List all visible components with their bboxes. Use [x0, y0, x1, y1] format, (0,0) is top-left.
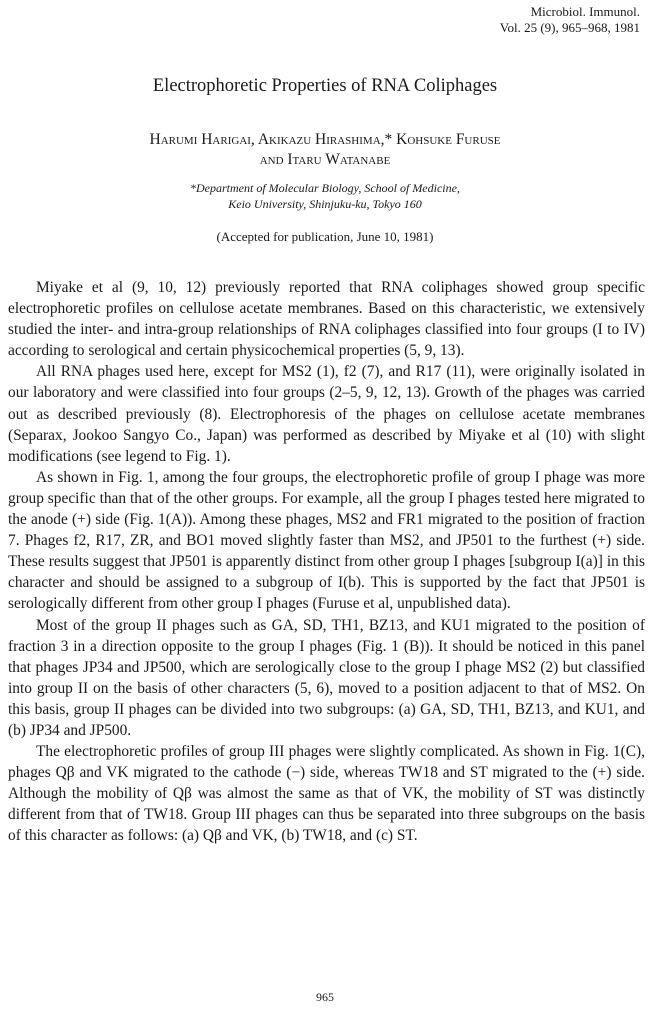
paper-title: Electrophoretic Properties of RNA Coliphages: [152, 76, 498, 96]
affiliation: [0, 180, 650, 212]
paragraph-3: As shown in Fig. 1, among the four groups, the electrophoretic profile of group I phage was more group specific than that of the other groups. For example, all the group I phages tested here migrated to the anode (+) side (Fig. 1(A)). Among these phages, MS2 and FR1 migrated to the position of fraction 7. Phages f2, R17, ZR, and BO1 moved slightly faster than MS2, and JP501 to the furthest (+) side. These results suggest that JP501 is apparently distinct from other group I phages [subgroup I(a)] in this character and should be assigned to a subgroup of I(b). This is supported by the fact that JP501 is serologically different from other group I phages (Furuse et al, unpublished data).: [8, 468, 645, 613]
journal-volume: Vol. 25 (9), 965–968, 1981: [499, 20, 640, 35]
paragraph-5: The electrophoretic profiles of group III phages were slightly complicated. As shown in Fig. 1(C), phages Qβ and VK migrated to the cathode (−) side, whereas TW18 and ST migrated to the (+) side. Although the mobility of Qβ was almost the same as that of VK, the mobility of ST was distinctly different from that of TW18. Group III phages can thus be separated into three subgroups on the basis of this character as follows: (a) Qβ and VK, (b) TW18, and (c) ST.: [8, 743, 645, 845]
paragraph-4: Most of the group II phages such as GA, SD, TH1, BZ13, and KU1 migrated to the position of fraction 3 in a direction opposite to the group I phages (Fig. 1 (B)). It should be noticed in this panel that phages JP34 and JP500, which are serologically close to the group I phage MS2 (2) but classified into group II on the basis of other characters (5, 6), moved to a position adjacent to that of MS2. On this basis, group II phages can be divided into two subgroups: (a) GA, SD, TH1, BZ13, and KU1, and (b) JP34 and JP500.: [8, 616, 645, 739]
journal-header: [500, 4, 640, 36]
affiliation-line-1: *Department of Molecular Biology, School of Medicine,: [190, 181, 460, 195]
affiliation-line-2: Keio University, Shinjuku-ku, Tokyo 160: [228, 197, 422, 211]
author-line-1: Harumi Harigai, Akikazu Hirashima,* Kohsuke Furuse: [149, 131, 501, 148]
journal-name: Microbiol. Immunol.: [530, 4, 640, 19]
paragraph-1: Miyake et al (9, 10, 12) previously reported that RNA coliphages showed group specific electrophoretic profiles on cellulose acetate membranes. Based on this characteristic, we extensively studied the inter- and intra-group relationships of RNA coliphages classified into four groups (I to IV) according to serological and certain physicochemical properties (5, 9, 13).: [8, 279, 645, 360]
paragraph-2: All RNA phages used here, except for MS2 (1), f2 (7), and R17 (11), were originally isolated in our laboratory and were classified into four groups (2–5, 9, 12, 13). Growth of the phages was carried out as described previously (8). Electrophoresis of the phages on cellulose acetate membranes (Separax, Jookoo Sangyo Co., Japan) was performed as described by Miyake et al (10) with slight modifications (see legend to Fig. 1).: [8, 363, 645, 465]
body-text: [8, 277, 645, 847]
author-line-2: and Itaru Watanabe: [259, 151, 391, 168]
page-number: 965: [316, 990, 334, 1004]
accepted-date: (Accepted for publication, June 10, 1981): [216, 229, 434, 244]
author-list: [0, 130, 650, 170]
